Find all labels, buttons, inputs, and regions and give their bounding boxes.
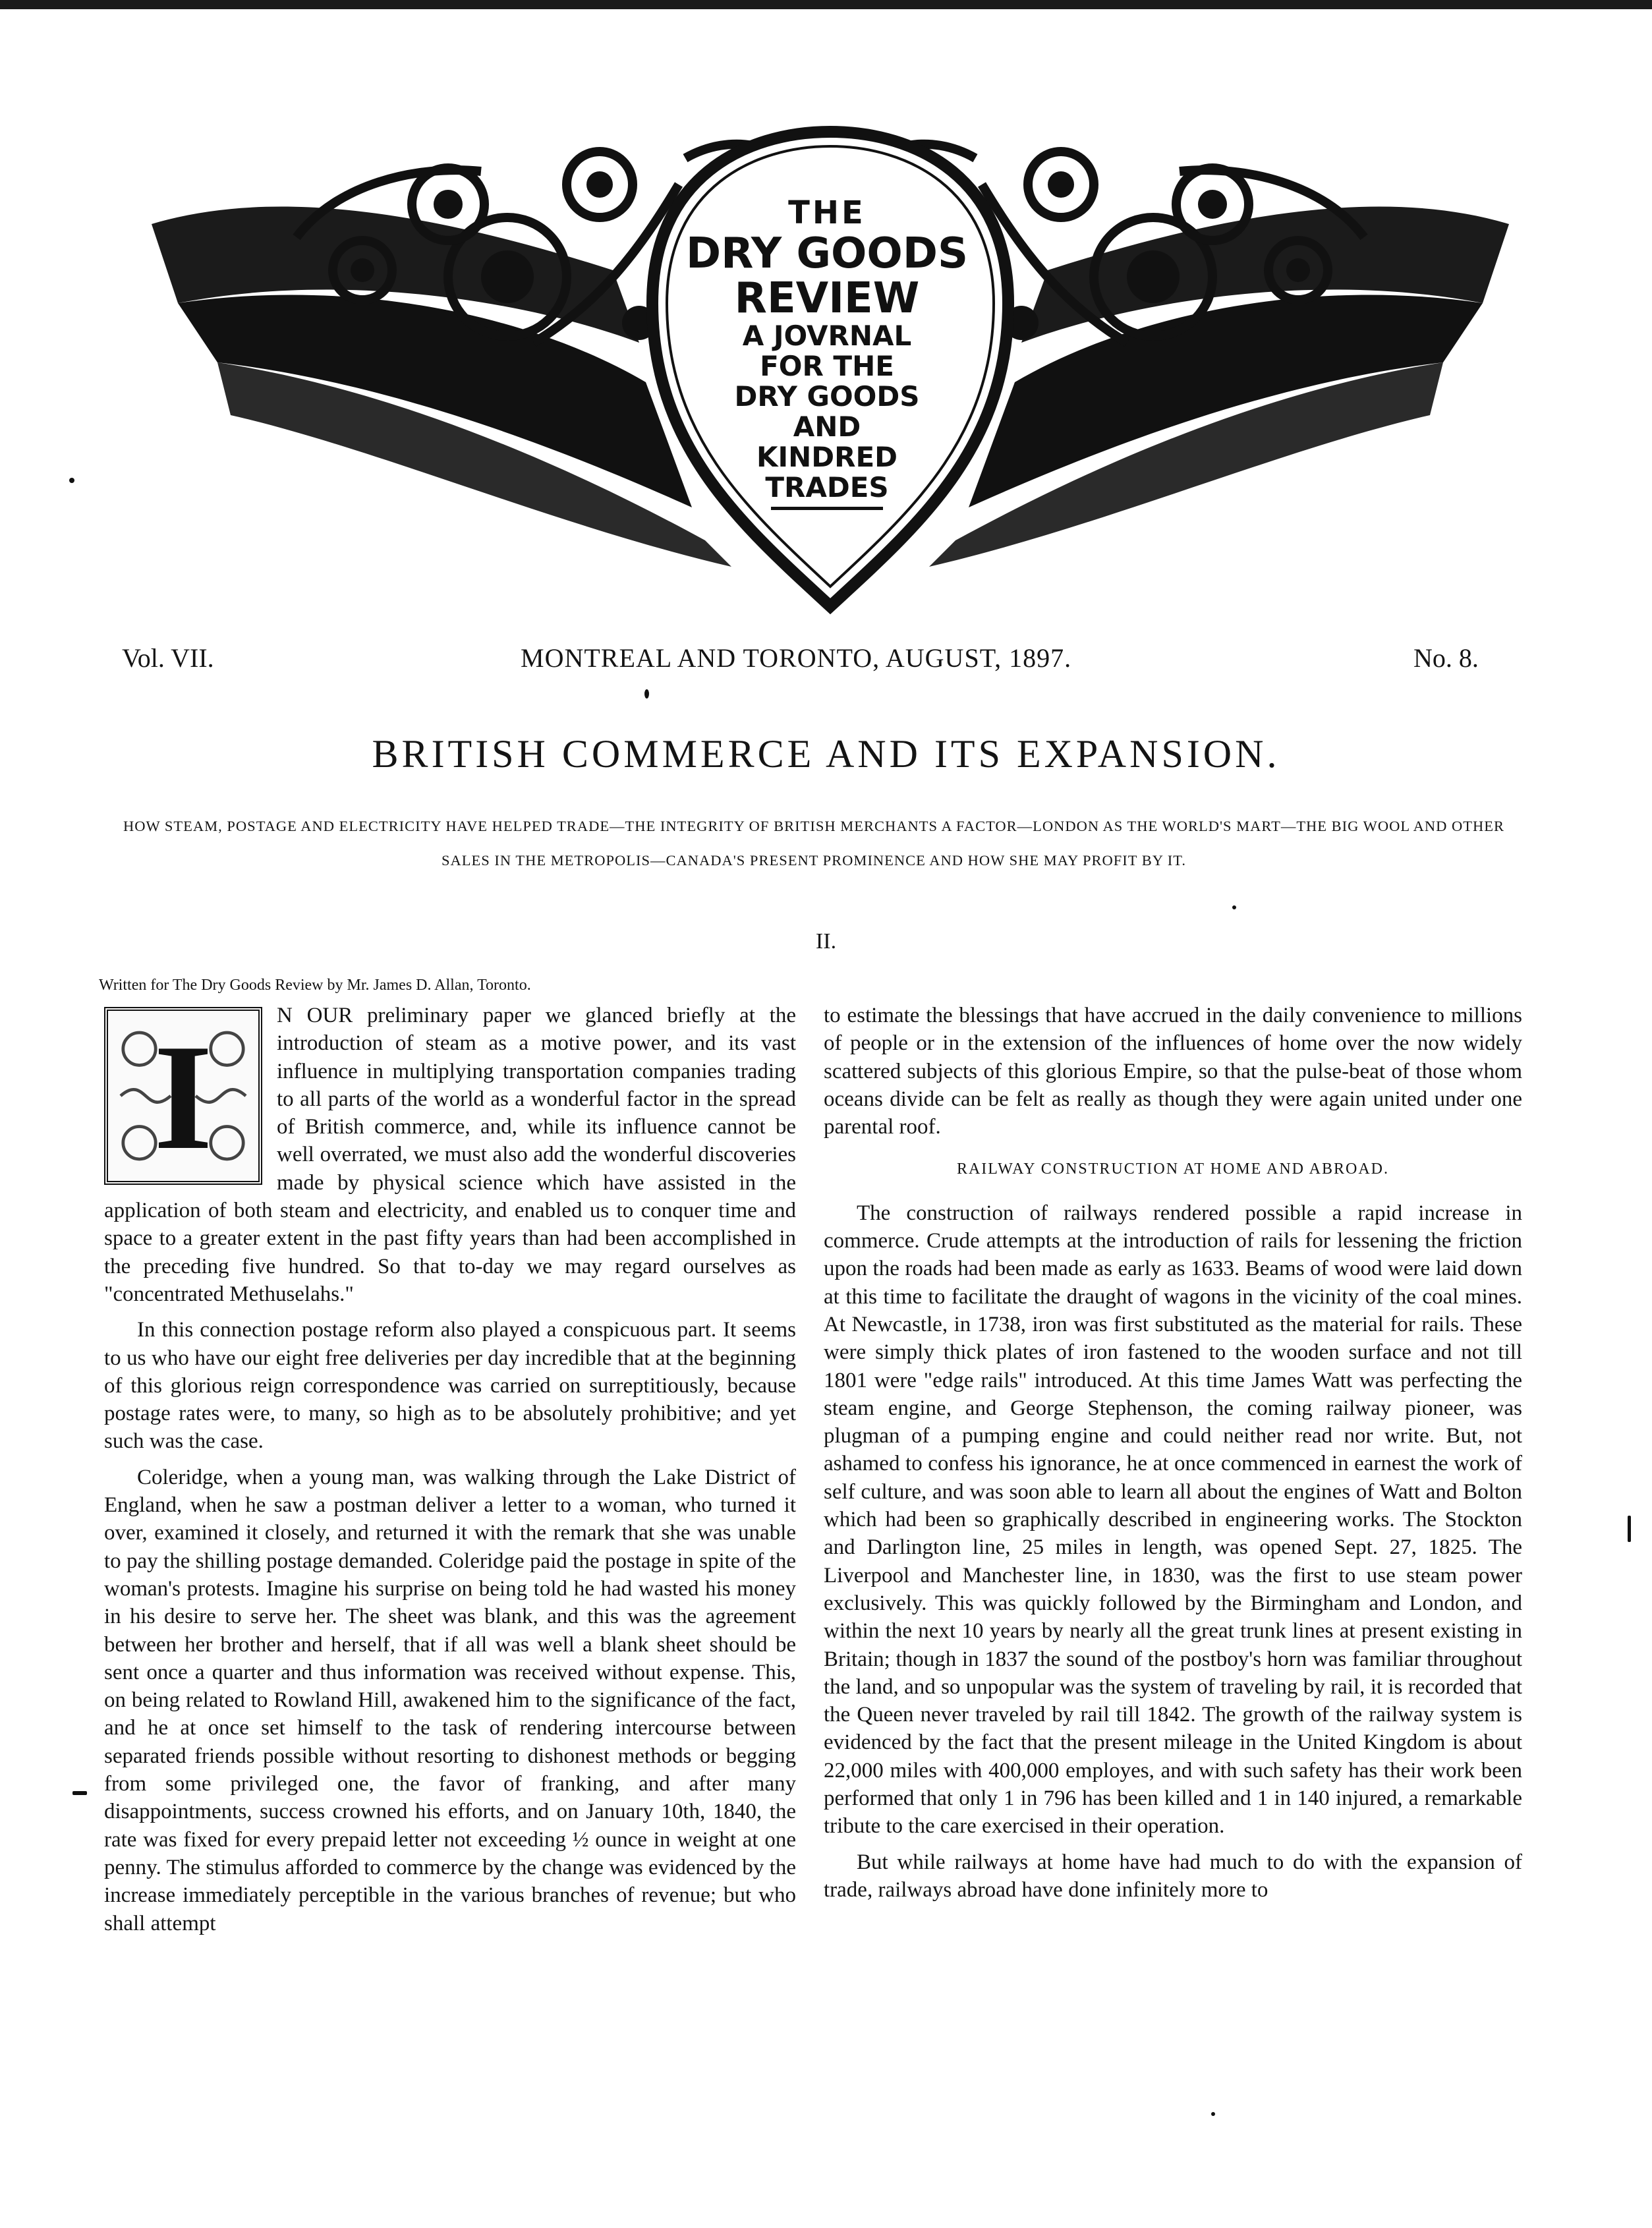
masthead-title-block [672, 194, 982, 510]
masthead-dry-goods-2: DRY GOODS [734, 380, 920, 413]
article-part-number: II. [815, 929, 837, 954]
paragraph-4: to estimate the blessings that have accrued in the daily convenience to millions of people or in the extension of the influences of home over the now widely scattered subjects of this glorious Empire, so that the pulse-beat of those whom oceans divide can be felt as really as though they were again united under one parental roof. [824, 1004, 1522, 1139]
article-subheading: HOW STEAM, POSTAGE AND ELECTRICITY HAVE HELPED TRADE—THE INTEGRITY OF BRITISH MERCHANTS A FACTOR—LONDON AS THE WORLD'S MART—THE BIG WOOL AND OTHER SALES IN THE METROPOLIS—CANADA'S PRESENT PROMINENCE AND HOW SHE MAY PROFIT BY IT. [123, 818, 1505, 869]
section-heading-railways: RAILWAY CONSTRUCTION AT HOME AND ABROAD. [956, 1160, 1390, 1178]
place-and-date: MONTREAL AND TORONTO, AUGUST, 1897. [521, 643, 1072, 673]
dateline [0, 643, 1652, 675]
masthead-rule [771, 507, 883, 510]
masthead-the: THE [788, 194, 866, 231]
volume-number: Vol. VII. [122, 643, 214, 673]
masthead-journal: A JOVRNAL [742, 320, 912, 352]
ornamental-dropcap [104, 1007, 262, 1185]
article-title: BRITISH COMMERCE AND ITS EXPANSION. [372, 732, 1280, 776]
paragraph-1: N OUR preliminary paper we glanced briefly at the introduction of steam as a motive power, and its vast influence in multiplying transportation companies trading to all parts of the world as a wonderful factor in the spread of British commerce, and, while its influence cannot be well overrated, we must also add the wonderful discoveries made by physical science which have assisted in the application of both steam and electricity, and enabled us to conquer time and space to a greater extent in the past fifty years than had been accomplished in the preceding five hundred. So that to-day we may regard ourselves as "concentrated Methuselahs." [104, 1004, 796, 1306]
article-byline: Written for The Dry Goods Review by Mr. James D. Allan, Toronto. [99, 977, 531, 994]
masthead-review: REVIEW [734, 274, 920, 323]
article-column-right [824, 1002, 1522, 1912]
issue-number: No. 8. [1413, 643, 1479, 673]
paragraph-3: Coleridge, when a young man, was walking through the Lake District of England, when he saw a postman deliver a letter to a woman, who turned it over, examined it closely, and returned it with the remark that she was unable to pay the shilling postage demanded. Coleridge paid the postage in spite of the woman's protests. Imagine his surprise on being told he had wasted his money in his desire to serve her. The sheet was blank, and this was the agreement between her brother and herself, that if all was well a blank sheet should be sent once a quarter and thus information was received without expense. This, on being related to Rowland Hill, awakened him to the significance of the fact, and he at once set himself to the task of rendering intercourse between separated friends possible without resorting to dishonest methods or begging from some privileged one, the favor of franking, and after many disappointments, success crowned his efforts, and on January 10th, 1840, the rate was fixed for every prepaid letter not exceeding ½ ounce in weight at one penny. The stimulus afforded to commerce by the change was evidenced by the increase immediately perceptible in the various branches of revenue; but who shall attempt [104, 1465, 796, 1935]
article-column-left [104, 1002, 796, 1945]
paragraph-2: In this connection postage reform also played a conspicuous part. It seems to us who have our eight free deliveries per day incredible that at the beginning of this glorious reign correspondence was carried on surreptitiously, because postage rates were, to many, so high as to be absolutely prohibitive; and yet such was the case. [104, 1318, 796, 1454]
masthead-and: AND [793, 411, 861, 443]
paragraph-6: But while railways at home have had much to do with the expansion of trade, railways abroad have done infinitely more to [824, 1850, 1522, 1902]
masthead-for-the: FOR THE [760, 350, 894, 382]
paragraph-5: The construction of railways rendered possible a rapid increase in commerce. Crude attempts at the introduction of rails for lessening the friction upon the roads had been made as early as 1633. Beams of wood were laid down at this time to facilitate the draught of wagons in the vicinity of the coal mines. At Newcastle, in 1738, iron was first substituted as the material for rails. These were simply thick plates of iron fastened to the wooden surface and not till 1801 were "edge rails" introduced. At this time James Watt was perfecting the steam engine, and George Stephenson, the coming railway pioneer, was plugman of a pumping engine and could neither read nor write. But, not ashamed to confess his ignorance, he at once commenced in earnest the work of self culture, and was soon able to learn all about the engines of Watt and Bolton which had been so graphically described in engineering works. The Stockton and Darlington line, 25 miles in length, was opened Sept. 27, 1825. The Liverpool and Manchester line, in 1830, was the first to use steam power exclusively. This was quickly followed by the Birmingham and London, and within the next 10 years by nearly all the great trunk lines at present existing in Britain; though in 1837 the sound of the postboy's horn was familiar throughout the land, and so unpopular was the system of traveling by rail, it is recorded that the Queen never traveled by rail till 1842. The growth of the railway system is evidenced by the fact that the present mileage in the United Kingdom is about 22,000 miles with 400,000 employes, and with such safety has their work been performed that only 1 in 796 has been killed and 1 in 140 injured, a remarkable tribute to the care exercised in their operation. [824, 1201, 1522, 1839]
masthead-trades: TRADES [765, 471, 889, 503]
masthead-kindred: KINDRED [756, 441, 898, 473]
dropcap-letter: I [154, 1013, 213, 1181]
scan-top-border [0, 0, 1652, 9]
masthead-dry-goods: DRY GOODS [685, 229, 969, 278]
